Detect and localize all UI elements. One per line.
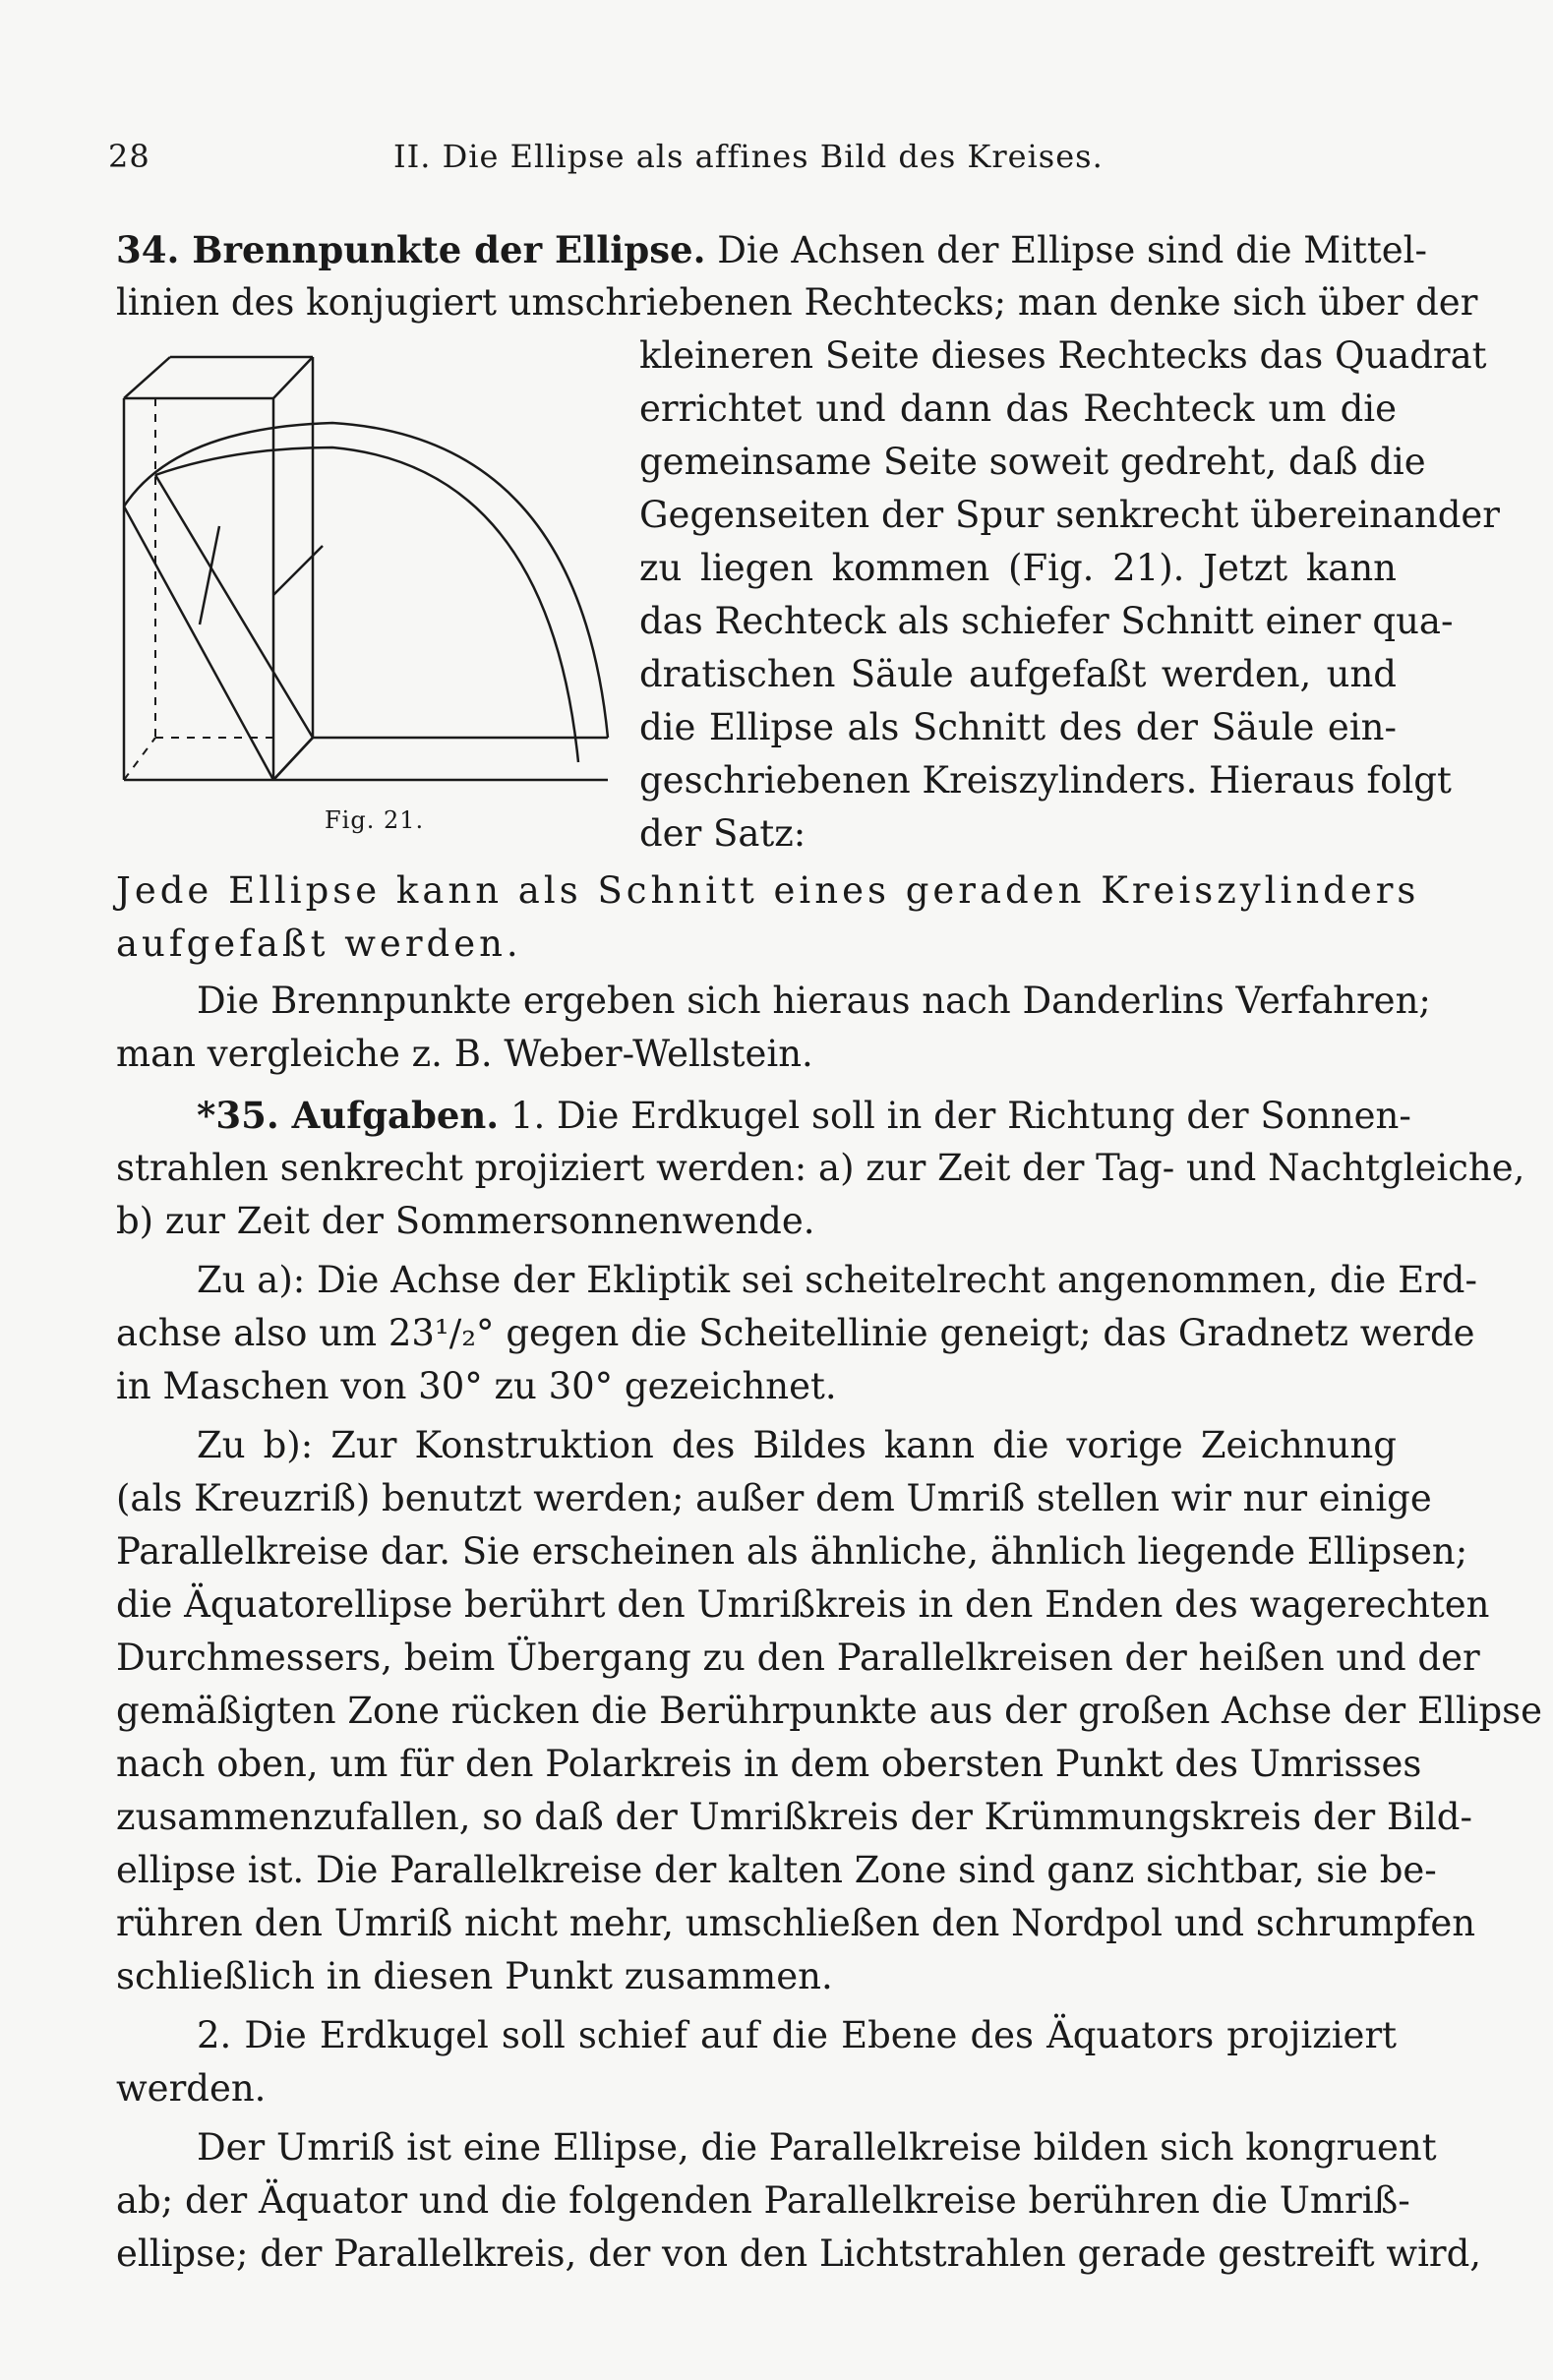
prism-edge <box>124 357 170 398</box>
diagonal-line <box>273 738 313 780</box>
running-title: II. Die Ellipse als affines Bild des Kreises. <box>393 138 1104 175</box>
text-line: Der Umriß ist eine Ellipse, die Parallelkreise bilden sich kongruent <box>197 2126 1437 2169</box>
text-line: Zu a): Die Achse der Ekliptik sei scheitelrecht angenommen, die Erd- <box>197 1259 1477 1301</box>
ellipse-arc-inner <box>155 447 578 762</box>
text-line: ellipse; der Parallelkreis, der von den Lichtstrahlen gerade gestreift wird, <box>116 2232 1482 2275</box>
text-line: ellipse ist. Die Parallelkreise der kalten Zone sind ganz sichtbar, sie be- <box>116 1849 1437 1891</box>
text-line: das Rechteck als schiefer Schnitt einer qua- <box>639 600 1454 642</box>
section-heading-34: 34. Brennpunkte der Ellipse. <box>116 228 706 271</box>
figure-21-diagram <box>116 349 627 851</box>
text-line: gemäßigten Zone rücken die Berührpunkte aus der großen Achse der Ellipse <box>116 1690 1543 1732</box>
text-line: in Maschen von 30° zu 30° gezeichnet. <box>116 1365 837 1407</box>
page-number: 28 <box>108 138 150 175</box>
text-line <box>116 224 1427 276</box>
text-line <box>197 1090 1411 1142</box>
slanted-line <box>273 546 323 595</box>
text-line: rühren den Umriß nicht mehr, umschließen den Nordpol und schrumpfen <box>116 1902 1476 1944</box>
text-line: Durchmessers, beim Übergang zu den Parallelkreisen der heißen und der <box>116 1636 1480 1679</box>
text-span: Die Achsen der Ellipse sind die Mittel- <box>717 229 1427 271</box>
ellipse-arc <box>124 423 608 738</box>
text-line: Zu b): Zur Konstruktion des Bildes kann die vorige Zeichnung <box>197 1424 1397 1466</box>
text-line: nach oben, um für den Polarkreis in dem obersten Punkt des Umrisses <box>116 1743 1422 1785</box>
text-line: die Äquatorellipse berührt den Umrißkreis in den Enden des wagerechten <box>116 1583 1490 1626</box>
section-heading-35: *35. Aufgaben. <box>197 1094 500 1137</box>
text-line: kleineren Seite dieses Rechtecks das Quadrat <box>639 334 1487 377</box>
text-line: gemeinsame Seite soweit gedreht, daß die <box>639 441 1426 483</box>
prism-edge <box>273 357 313 398</box>
theorem-line: Jede Ellipse kann als Schnitt eines geraden Kreiszylinders <box>116 869 1420 912</box>
text-line: achse also um 23¹/₂° gegen die Scheitellinie geneigt; das Gradnetz werde <box>116 1312 1475 1354</box>
text-line: dratischen Säule aufgefaßt werden, und <box>639 653 1397 695</box>
hidden-edge <box>124 738 155 780</box>
text-line: ab; der Äquator und die folgenden Parallelkreise berühren die Umriß- <box>116 2179 1410 2222</box>
text-line: geschriebenen Kreiszylinders. Hieraus folgt <box>639 759 1452 802</box>
text-line: Die Brennpunkte ergeben sich hieraus nach Danderlins Verfahren; <box>197 980 1431 1022</box>
text-line: (als Kreuzriß) benutzt werden; außer dem Umriß stellen wir nur einige <box>116 1477 1432 1519</box>
text-line: zu liegen kommen (Fig. 21). Jetzt kann <box>639 547 1397 589</box>
text-line: errichtet und dann das Rechteck um die <box>639 387 1397 430</box>
text-line: werden. <box>116 2067 267 2110</box>
figure-caption: Fig. 21. <box>325 806 425 834</box>
text-line: der Satz: <box>639 812 806 855</box>
text-line: 2. Die Erdkugel soll schief auf die Ebene des Äquators projiziert <box>197 2014 1397 2056</box>
text-line: linien des konjugiert umschriebenen Rechtecks; man denke sich über der <box>116 281 1478 324</box>
text-line: Gegenseiten der Spur senkrecht übereinander <box>639 494 1500 536</box>
text-line: schließlich in diesen Punkt zusammen. <box>116 1955 833 1997</box>
text-line: die Ellipse als Schnitt des der Säule ein- <box>639 706 1397 748</box>
text-line: man vergleiche z. B. Weber-Wellstein. <box>116 1033 813 1075</box>
text-span: 1. Die Erdkugel soll in der Richtung der Sonnen- <box>509 1095 1411 1137</box>
theorem-line: aufgefaßt werden. <box>116 922 522 965</box>
text-line: strahlen senkrecht projiziert werden: a) zur Zeit der Tag- und Nachtgleiche, <box>116 1147 1525 1189</box>
text-line: Parallelkreise dar. Sie erscheinen als ähnliche, ähnlich liegende Ellipsen; <box>116 1530 1468 1573</box>
text-line: zusammenzufallen, so daß der Umrißkreis der Krümmungskreis der Bild- <box>116 1796 1472 1838</box>
text-line: b) zur Zeit der Sommersonnenwende. <box>116 1200 815 1242</box>
